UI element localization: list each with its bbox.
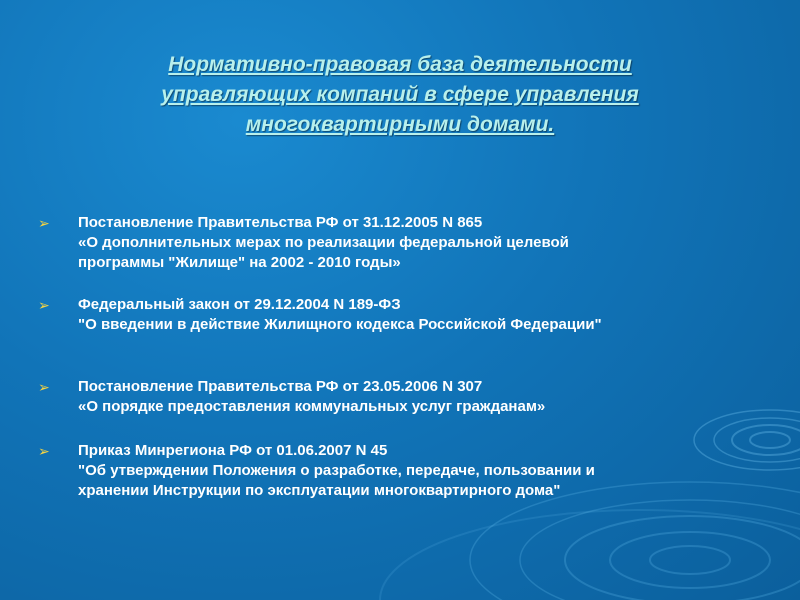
list-item-line: «О порядке предоставления коммунальных услуг гражданам»: [78, 398, 546, 415]
list-item: [38, 441, 738, 501]
list-item-line: программы "Жилище" на 2002 - 2010 годы»: [78, 254, 401, 271]
arrow-bullet-icon: ➢: [38, 215, 50, 231]
arrow-bullet-icon: ➢: [38, 297, 50, 313]
list-item: [38, 377, 738, 417]
list-item: [38, 295, 738, 335]
list-item-text: [78, 377, 545, 417]
list-item-line: Постановление Правительства РФ от 31.12.2005 N 865: [78, 214, 483, 231]
list-item-line: "Об утверждении Положения о разработке, передаче, пользовании и: [78, 462, 595, 479]
list-item-line: Постановление Правительства РФ от 23.05.2006 N 307: [78, 378, 483, 395]
arrow-bullet-icon: ➢: [38, 379, 50, 395]
list-item-text: [78, 441, 595, 501]
list-item-text: [78, 295, 602, 335]
list-item-line: Приказ Минрегиона РФ от 01.06.2007 N 45: [78, 442, 388, 459]
arrow-bullet-icon: ➢: [38, 443, 50, 459]
list-item-text: [78, 213, 569, 273]
title-line: управляющих компаний в сфере управления: [161, 83, 639, 106]
title-line: многоквартирными домами.: [245, 113, 555, 136]
list-item-line: «О дополнительных мерах по реализации федеральной целевой: [78, 234, 569, 251]
list-item-line: Федеральный закон от 29.12.2004 N 189-ФЗ: [78, 296, 401, 313]
title-line: Нормативно-правовая база деятельности: [168, 53, 632, 76]
list-item-line: хранении Инструкции по эксплуатации многоквартирного дома": [78, 482, 561, 499]
slide-title: [60, 50, 740, 140]
list-item-line: "О введении в действие Жилищного кодекса Российской Федерации": [78, 316, 602, 333]
list-item: [38, 213, 738, 273]
